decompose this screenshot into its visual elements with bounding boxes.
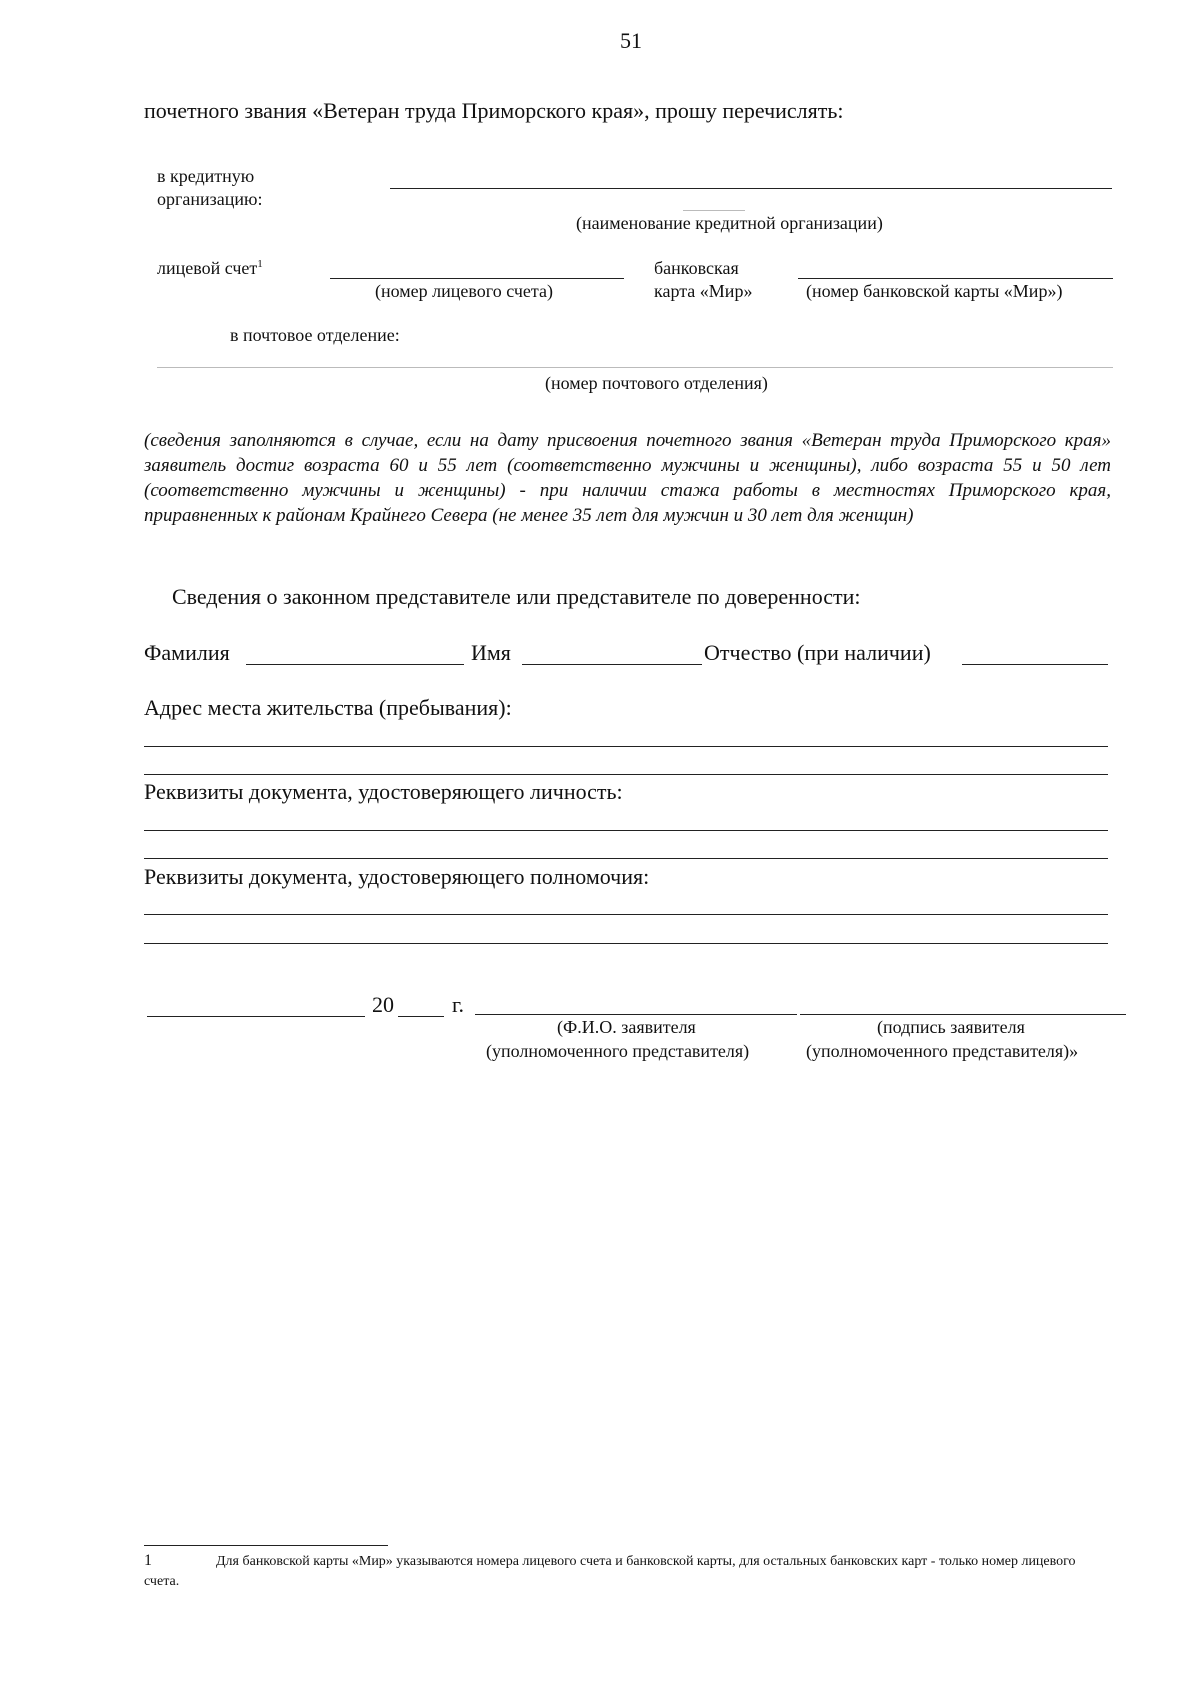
intro-line: почетного звания «Ветеран труда Приморского края», прошу перечислять: bbox=[144, 98, 844, 123]
representative-heading: Сведения о законном представителе или представителе по доверенности: bbox=[172, 584, 861, 609]
year-prefix: 20 bbox=[372, 992, 394, 1017]
account-caption: (номер лицевого счета) bbox=[375, 281, 553, 301]
page-number: 51 bbox=[620, 28, 642, 53]
address-input-line-2[interactable] bbox=[144, 774, 1108, 775]
surname-label: Фамилия bbox=[144, 640, 230, 665]
post-office-label: в почтовое отделение: bbox=[230, 325, 400, 345]
id-doc-label: Реквизиты документа, удостоверяющего личность: bbox=[144, 779, 623, 804]
footnote-number: 1 bbox=[144, 1552, 152, 1569]
bank-card-caption: (номер банковской карты «Мир») bbox=[806, 281, 1063, 301]
post-office-input-line[interactable] bbox=[157, 367, 1113, 368]
name-input-line[interactable] bbox=[522, 664, 702, 665]
credit-org-label-line2: организацию: bbox=[157, 189, 263, 209]
name-label: Имя bbox=[471, 640, 511, 665]
authority-doc-input-line-1[interactable] bbox=[144, 914, 1108, 915]
bank-card-label-line1: банковская bbox=[654, 258, 739, 278]
address-label: Адрес места жительства (пребывания): bbox=[144, 695, 512, 720]
account-label-text: лицевой счет bbox=[157, 258, 258, 278]
fio-caption-line1: (Ф.И.О. заявителя bbox=[557, 1017, 696, 1037]
surname-input-line[interactable] bbox=[246, 664, 464, 665]
date-input-line[interactable] bbox=[147, 1016, 365, 1017]
account-input-line[interactable] bbox=[330, 278, 624, 279]
credit-org-short-line bbox=[683, 210, 745, 211]
id-doc-input-line-2[interactable] bbox=[144, 858, 1108, 859]
conditions-note: (сведения заполняются в случае, если на дату присвоения почетного звания «Ветеран труда Приморского края» заявитель достиг возраста 60 и 55 лет (соответственно мужчины и женщины), либо возраста 55 и 50 лет (соответственно мужчины и женщины) - при наличии стажа работы в местностях Приморского края, приравненных к районам Крайнего Севера (не менее 35 лет для мужчин и 30 лет для женщин) bbox=[144, 430, 1111, 526]
credit-org-caption: (наименование кредитной организации) bbox=[576, 213, 883, 233]
id-doc-input-line-1[interactable] bbox=[144, 830, 1108, 831]
footnote bbox=[144, 1551, 1111, 1592]
footnote-text: Для банковской карты «Мир» указываются номера лицевого счета и банковской карты, для остальных банковских карт - только номер лицевого счета. bbox=[144, 1554, 1076, 1589]
fio-input-line[interactable] bbox=[475, 1014, 797, 1015]
bank-card-input-line[interactable] bbox=[798, 278, 1113, 279]
patronymic-label: Отчество (при наличии) bbox=[704, 640, 931, 665]
patronymic-input-line[interactable] bbox=[962, 664, 1108, 665]
account-label bbox=[157, 258, 263, 279]
credit-org-label-line1: в кредитную bbox=[157, 166, 255, 186]
bank-card-label-line2: карта «Мир» bbox=[654, 281, 753, 301]
footnote-separator bbox=[144, 1545, 388, 1546]
authority-doc-input-line-2[interactable] bbox=[144, 943, 1108, 944]
year-input-line[interactable] bbox=[398, 1016, 444, 1017]
credit-org-input-line[interactable] bbox=[390, 188, 1112, 189]
sign-caption-line2: (уполномоченного представителя)» bbox=[806, 1041, 1079, 1061]
address-input-line-1[interactable] bbox=[144, 746, 1108, 747]
account-footnote-mark: 1 bbox=[257, 258, 263, 270]
authority-doc-label: Реквизиты документа, удостоверяющего полномочия: bbox=[144, 864, 650, 889]
sign-caption-line1: (подпись заявителя bbox=[877, 1017, 1025, 1037]
signature-input-line[interactable] bbox=[800, 1014, 1126, 1015]
post-office-caption: (номер почтового отделения) bbox=[545, 373, 768, 393]
fio-caption-line2: (уполномоченного представителя) bbox=[486, 1041, 750, 1061]
year-suffix: г. bbox=[452, 992, 465, 1017]
